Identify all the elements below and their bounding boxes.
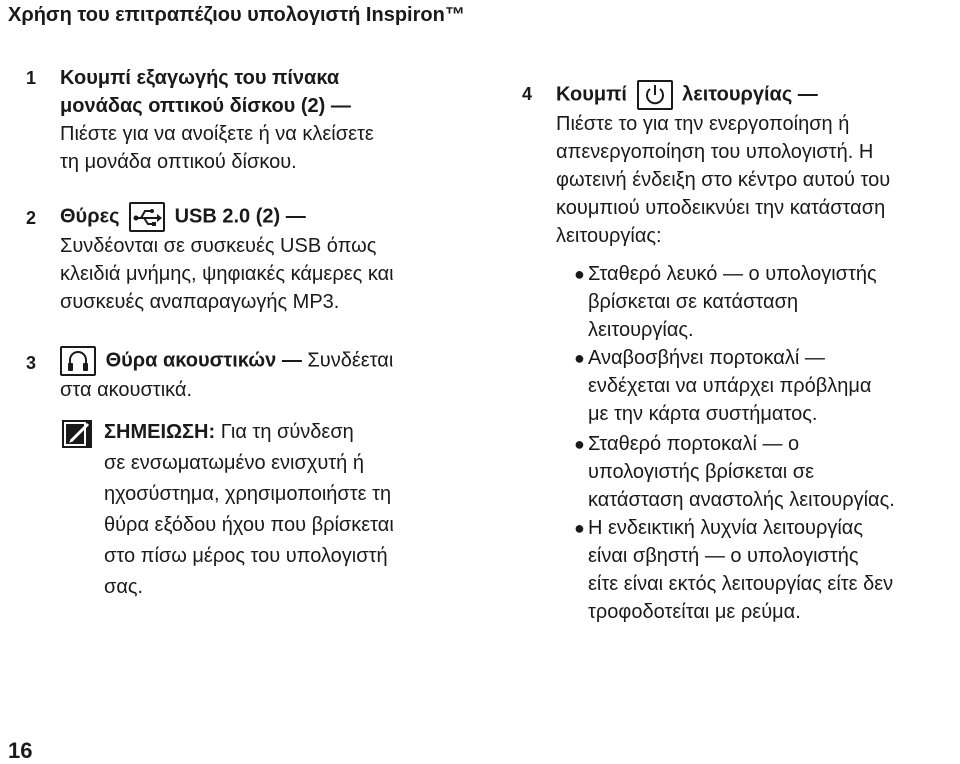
item4-title-post: λειτουργίας — [682,83,818,106]
item4-body-line-2: απενεργοποίηση του υπολογιστή. Η [556,141,874,163]
bullet4-line-3: είτε είναι εκτός λειτουργίας είτε δεν [588,573,894,595]
item2-body-line-1: Συνδέονται σε συσκευές USB όπως [60,235,377,257]
bullet3-line-2: υπολογιστής βρίσκεται σε [588,461,815,483]
item3-title-rest: Συνδέεται [301,349,394,372]
headphones-icon [60,346,96,376]
note-line-2: σε ενσωματωμένο ενισχυτή ή [104,452,364,474]
status-bullet-2 [574,344,872,428]
bullet-dot: ● [574,434,585,454]
item4-body-line-1: Πιέστε το για την ενεργοποίηση ή [556,113,850,135]
item2-body-line-2: κλειδιά μνήμης, ψηφιακές κάμερες και [60,263,394,285]
note-pencil-icon [62,420,92,448]
bullet-dot: ● [574,348,585,368]
note-line-3: ηχοσύστημα, χρησιμοποιήστε τη [104,483,392,505]
item1-title-line-1: Κουμπί εξαγωγής του πίνακα [60,67,340,89]
bullet4-line-1: Η ενδεικτική λυχνία λειτουργίας [588,517,864,539]
note-line-4: θύρα εξόδου ήχου που βρίσκεται [104,514,394,536]
item3-title-bold: Θύρα ακουστικών — [105,349,302,372]
item-eject-button [60,64,374,176]
bullet1-line-1: Σταθερό λευκό — ο υπολογιστής [588,263,877,285]
note-line-5: στο πίσω μέρος του υπολογιστή [104,545,388,567]
bullet4-line-2: είναι σβηστή — ο υπολογιστής [588,545,859,567]
bullet2-line-2: ενδέχεται να υπάρχει πρόβλημα [588,375,872,397]
note-line-1 [104,418,394,446]
item1-body-line-1: Πιέστε για να ανοίξετε ή να κλείσετε [60,123,374,145]
page-header-title: Χρήση του επιτραπέζιου υπολογιστή Inspiron™ [8,4,465,26]
bullet2-line-3: με την κάρτα συστήματος. [588,403,818,425]
bullet2-line-1: Αναβοσβήνει πορτοκαλί — [588,347,825,369]
status-bullet-1 [574,260,877,344]
bullet1-line-3: λειτουργίας. [588,319,694,341]
item2-title [60,202,394,232]
item-number-3: 3 [26,353,37,373]
item2-title-post: USB 2.0 (2) — [174,205,306,228]
note-label: ΣΗΜΕΙΩΣΗ: [104,421,216,443]
status-bullet-4 [574,514,894,626]
item4-title-pre: Κουμπί [556,83,627,106]
page-number: 16 [8,738,33,763]
status-bullet-3 [574,430,895,514]
item-power-button [556,80,890,250]
bullet-dot: ● [574,518,585,538]
usb-icon [129,202,165,232]
item-number-1: 1 [26,68,37,88]
item4-body-line-4: κουμπιού υποδεικνύει την κατάσταση [556,197,886,219]
power-icon [637,80,673,110]
bullet3-line-1: Σταθερό πορτοκαλί — ο [588,433,800,455]
item2-body-line-3: συσκευές αναπαραγωγής MP3. [60,291,340,313]
item-number-2: 2 [26,208,37,228]
note-first-line-rest: Για τη σύνδεση [215,421,354,443]
note-line-6: σας. [104,576,144,598]
bullet3-line-3: κατάσταση αναστολής λειτουργίας. [588,489,895,511]
bullet-dot: ● [574,264,585,284]
note-block [104,418,394,601]
bullet1-line-2: βρίσκεται σε κατάσταση [588,291,799,313]
item4-body-line-3: φωτεινή ένδειξη στο κέντρο αυτού του [556,169,891,191]
item3-body-line-1: στα ακουστικά. [60,379,193,401]
item-number-4: 4 [522,84,533,104]
item4-title [556,80,890,110]
item3-title [60,346,393,376]
item1-title-line-2: μονάδας οπτικού δίσκου (2) — [60,95,351,117]
item-headphone-port [60,346,393,404]
item1-body-line-2: τη μονάδα οπτικού δίσκου. [60,151,297,173]
item2-title-pre: Θύρες [60,205,120,228]
bullet4-line-4: τροφοδοτείται με ρεύμα. [588,601,801,623]
item-usb-ports [60,202,394,316]
item4-body-line-5: λειτουργίας: [556,225,662,247]
